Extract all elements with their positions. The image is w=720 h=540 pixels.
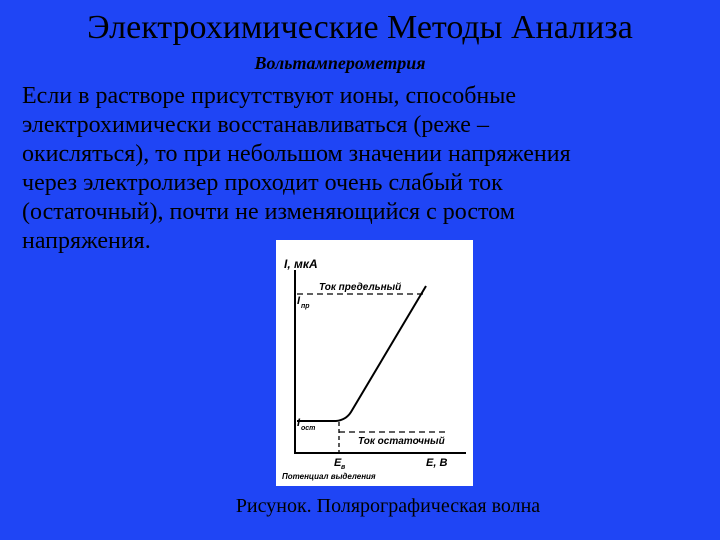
paragraph-line: напряжения.	[22, 228, 151, 254]
residual-current-line-label: Ток остаточный	[358, 436, 445, 447]
limiting-current-subscript: пр	[301, 303, 310, 310]
potential-symbol: E	[334, 457, 342, 469]
figure-caption: Рисунок. Полярографическая волна	[235, 495, 541, 517]
paragraph-line: окисляться), то при небольшом значении напряжения	[22, 141, 571, 167]
slide-title: Электрохимические Методы Анализа	[87, 9, 633, 46]
limiting-current-symbol: I	[297, 295, 301, 307]
paragraph-line: Если в растворе присутствуют ионы, способные	[22, 83, 517, 109]
limiting-current-line-label: Ток предельный	[319, 282, 402, 293]
x-axis-label: E, B	[426, 457, 448, 469]
paragraph-line: (остаточный), почти не изменяющийся с ростом	[22, 199, 515, 225]
potential-subscript: в	[341, 464, 346, 471]
polarographic-wave-graph	[276, 240, 473, 486]
paragraph-line: через электролизер проходит очень слабый ток	[22, 170, 503, 196]
slide-subtitle: Вольтамперометрия	[254, 53, 426, 73]
y-axis-label: I, мкА	[284, 257, 318, 271]
paragraph-line: электрохимически восстанавливаться (реже –	[22, 112, 489, 138]
potential-caption: Потенциал выделения	[282, 472, 376, 481]
body-paragraph	[22, 82, 712, 256]
residual-current-subscript: ост	[301, 425, 316, 432]
wave-curve	[297, 286, 426, 421]
residual-current-symbol: I	[297, 417, 301, 429]
polarographic-wave-figure	[276, 240, 473, 486]
